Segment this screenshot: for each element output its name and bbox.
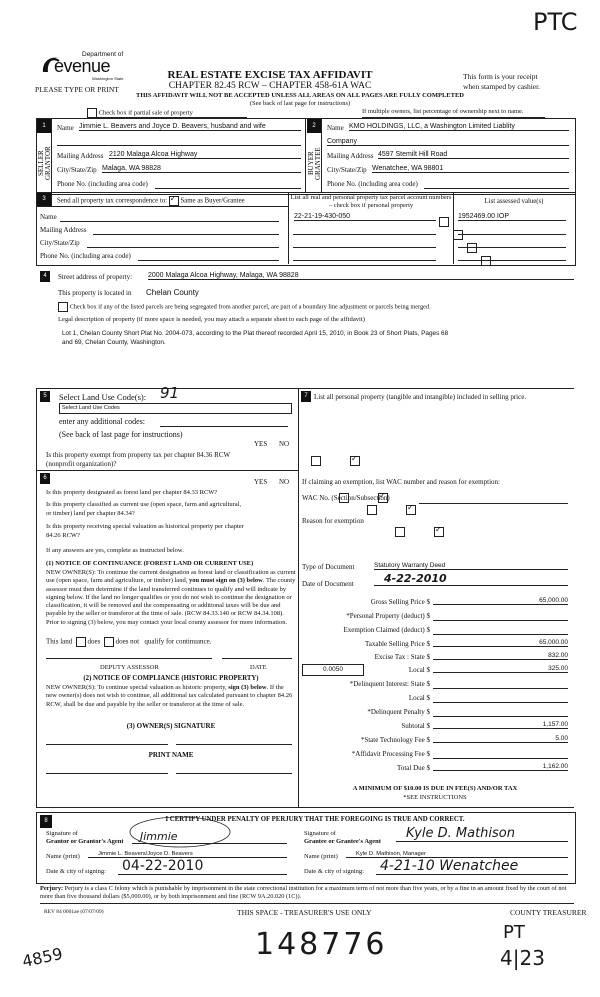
parcel-3-personal-checkbox[interactable] (467, 243, 477, 253)
subtotal-label: Subtotal $ (401, 722, 430, 730)
section-6-number: 6 (40, 473, 50, 484)
section-8-number: 8 (40, 815, 52, 828)
grantee-date-label: Date & city of signing: (304, 868, 364, 875)
subtotal[interactable]: 1,157.00 (433, 721, 568, 729)
corr-mailing-label: Mailing Address (40, 226, 87, 234)
doc-type-label: Type of Document (302, 563, 355, 571)
buyer-name-line2[interactable]: Company (327, 138, 569, 146)
does-not-checkbox[interactable] (104, 637, 114, 647)
processing-fee-label: *Affidavit Processing Fee $ (351, 750, 430, 758)
grantee-name[interactable]: Kyle D. Mathison, Manager (346, 851, 568, 858)
logo-dept: Department of (82, 51, 124, 58)
form-id: REV 84 0001ae (07/07/09) (44, 909, 104, 915)
delinquent-interest-local[interactable] (433, 693, 568, 703)
buyer-name-label: Name (327, 124, 344, 132)
grantor-name[interactable]: Jimmie L. Beavers/Joyce D. Beavers (88, 851, 287, 858)
handwritten-4859: 4859 (20, 943, 65, 972)
see-instructions: *SEE INSTRUCTIONS (403, 794, 467, 801)
legal-description-2[interactable]: and 69, Chelan County, Washington. (62, 339, 166, 346)
gross-price[interactable]: 65,000.00 (433, 597, 568, 605)
segregated-row: Check box if any of the listed parcels are being segregated from another parcel, are part of a boundary line adjustment or parcels being merged. (58, 302, 431, 312)
grantor-name-label: Name (print) (46, 853, 80, 860)
grantee-sig-label: Signature of Grantee or Grantee's Agent (304, 830, 381, 845)
seller-city-label: City/State/Zip (57, 166, 97, 174)
current-use-question: Is this property classified as current use (open space, farm and agricultural, or timber) land per chapter 84.34? (46, 501, 242, 517)
handwritten-148776: 148776 (255, 927, 388, 962)
same-as-buyer-checkbox[interactable] (169, 196, 179, 206)
local-rate-box[interactable]: 0.0050 (302, 664, 364, 676)
parcel-2-personal-checkbox[interactable] (453, 230, 463, 240)
warning-text: THIS AFFIDAVIT WILL NOT BE ACCEPTED UNLESS ALL AREAS ON ALL PAGES ARE FULLY COMPLETED (136, 92, 464, 99)
taxable-price[interactable]: 65,000.00 (433, 639, 568, 647)
section-7-number: 7 (301, 391, 311, 402)
street-label: Street address of property: (58, 273, 133, 281)
date-label: DATE (250, 664, 267, 671)
seller-mailing[interactable]: 2120 Malaga Alcoa Highway (109, 151, 301, 159)
forest-question: Is this property designated as forest land per chapter 84.33 RCW? (46, 489, 218, 496)
grantor-sig-label: Signature of Grantor or Grantor's Agent (46, 830, 124, 845)
multiple-owners-note: If multiple owners, list percentage of ownership next to name. (362, 108, 524, 115)
seller-name[interactable]: Jimmie L. Beavers and Joyce D. Beavers, husband and wife (79, 123, 301, 131)
wac-label: WAC No. (Section/Subsection) (302, 494, 390, 502)
delinquent-interest-state[interactable] (433, 679, 568, 689)
delinquent-penalty-label: *Delinquent Penalty $ (367, 708, 430, 716)
buyer-phone-label: Phone No. (including area code) (327, 180, 418, 188)
personal-property-label: List all personal property (tangible and intangible) included in selling price. (314, 393, 527, 401)
correspondence-label: Send all property tax correspondence to: ✓ Same as Buyer/Grantee (57, 196, 245, 206)
owner-signature-label: (3) OWNER(S) SIGNATURE (126, 722, 216, 730)
corr-phone-label: Phone No. (including area code) (40, 252, 131, 260)
legal-label: Legal description of property (if more space is needed, you may attach a separate sheet to each page of the affidavit) (58, 316, 365, 323)
located-label: This property is located in (58, 289, 132, 297)
total-due-label: Total Due $ (397, 764, 430, 772)
land-use-dropdown[interactable]: Select Land Use Codes (59, 403, 292, 414)
excise-state-label: Excise Tax : State $ (374, 653, 430, 661)
minimum-note: A MINIMUM OF $10.00 IS DUE IN FEE(S) AND/OR TAX (352, 785, 518, 792)
deputy-assessor-label: DEPUTY ASSESSOR (100, 664, 159, 671)
buyer-city[interactable]: Wenatchee, WA 98801 (372, 165, 569, 173)
doc-date[interactable]: 4-22-2010 (374, 572, 568, 586)
section-1-number: 1 (37, 119, 51, 133)
notice2-title: (2) NOTICE OF COMPLIANCE (HISTORIC PROPERTY) (83, 675, 259, 682)
logo-name: evenue (54, 56, 111, 76)
treasurer-space: THIS SPACE - TREASURER'S USE ONLY (237, 908, 372, 917)
revenue-logo (40, 50, 125, 84)
legal-description-1[interactable]: Lot 1, Chelan County Short Plat No. 2004-073, according to the Plat thereof recorded April 15, 2010, in Book 23 of Short Plats, Pages 68 (62, 330, 449, 337)
delinquent-interest-local-label: Local $ (408, 694, 430, 702)
section-2-number: 2 (307, 119, 321, 133)
assessed-header: List assessed value(s) (484, 198, 544, 205)
logo-state: Washington State (92, 76, 124, 81)
perjury-notice: Perjury: Perjury is a class C felony which is punishable by imprisonment in the state correctional institution for a maximum term of not more than five years, or by a fine in an amount fixed by the court of not more than five thousand dollars ($5,000.00), or by both imprisonment and fine (RCW 9A.20.020 (1C)). (40, 885, 567, 901)
seller-mailing-label: Mailing Address (57, 152, 104, 160)
grantee-signature[interactable]: Kyle D. Mathison (396, 826, 568, 842)
notice1-text: NEW OWNER(S): To continue the current designation as forest land or classification as current use (open space, farm and agriculture, or timber) land, you must sign on (3) below. The county assessor must then determine if the land transferred continues to qualify and will indicate by signing below. If the land no longer qualifies or you do not wish to continue the designation or classification, it will be removed and the compensating or additional taxes will be due and payable by the seller or transferor at the time of sale. (RCW 84.33.140 or RCW 84.34.108). Prior to signing (3) below, you may contact your local county assessor for more information. (46, 569, 296, 626)
grantor-date-label: Date & city of signing: (46, 868, 106, 875)
grantee-name-label: Name (print) (304, 853, 338, 860)
certify-statement: I CERTIFY UNDER PENALTY OF PERJURY THAT THE FOREGOING IS TRUE AND CORRECT. (165, 816, 465, 823)
corr-name-label: Name (40, 213, 57, 221)
seller-side-label: SELLER GRANTOR (37, 146, 52, 181)
handwritten-ptc: PTC (533, 8, 578, 36)
exemption-label: If claiming an exemption, list WAC number and reason for exemption: (302, 478, 500, 486)
continuance-row: This land does does not qualify for continuance. (46, 637, 212, 646)
taxable-price-label: Taxable Selling Price $ (364, 640, 430, 648)
instructions-note: (See back of last page for instructions) (249, 100, 351, 107)
tech-fee-label: *State Technology Fee $ (360, 736, 430, 744)
section-3-number: 3 (37, 193, 51, 206)
land-use-label: Select Land Use Code(s): (59, 392, 147, 402)
excise-state[interactable]: 832.00 (433, 652, 568, 660)
does-checkbox[interactable] (76, 637, 86, 647)
buyer-mailing-label: Mailing Address (327, 152, 374, 160)
additional-codes-label: enter any additional codes: (59, 417, 145, 426)
form-subtitle: CHAPTER 82.45 RCW – CHAPTER 458-61A WAC (168, 81, 372, 91)
handwritten-pt: PT (503, 922, 525, 943)
segregated-checkbox[interactable] (58, 302, 68, 312)
yes-header-5: YES (254, 440, 268, 448)
exempt-question: Is this property exempt from property tax per chapter 84.36 RCW (nonprofit organization)? (46, 451, 230, 468)
partial-sale-label: Check box if partial sale of property (98, 109, 193, 117)
section-4-number: 4 (40, 271, 50, 282)
historic-no-checkbox[interactable] (434, 527, 444, 537)
exempt-no-checkbox[interactable] (350, 456, 360, 466)
street-address[interactable]: 2000 Malaga Alcoa Highway, Malaga, WA 98828 (148, 272, 574, 280)
exemption-claimed[interactable] (433, 625, 568, 635)
current-use-yes-checkbox[interactable] (367, 505, 377, 515)
buyer-side-label: BUYER GRANTEE (307, 147, 322, 180)
notice1-title: (1) NOTICE OF CONTINUANCE (FOREST LAND OR CURRENT USE) (46, 560, 254, 567)
corr-city-label: City/State/Zip (40, 239, 80, 247)
assessed-row-1[interactable]: 1952469.00 IOP (458, 213, 566, 221)
parcel-4-personal-checkbox[interactable] (481, 256, 491, 266)
print-name-label: PRINT NAME (148, 751, 194, 759)
county[interactable]: Chelan County (146, 288, 199, 297)
parcel-1-personal-checkbox[interactable] (439, 217, 449, 227)
county-treasurer: COUNTY TREASURER (510, 908, 587, 917)
receipt-note-1: This form is your receipt (463, 72, 538, 81)
gross-price-label: Gross Selling Price $ (370, 598, 430, 606)
parcels-header: List all real and personal property tax parcel account numbers – check box if personal property (290, 194, 452, 209)
delinquent-interest-state-label: *Delinquent Interest: State $ (349, 680, 430, 688)
land-use-code[interactable]: 91 (160, 384, 180, 402)
historic-yes-checkbox[interactable] (395, 527, 405, 537)
yes-header-6: YES (254, 478, 268, 486)
total-due[interactable]: 1,162.00 (433, 763, 568, 771)
no-header-5: NO (279, 440, 290, 448)
form-title: REAL ESTATE EXCISE TAX AFFIDAVIT (167, 69, 373, 81)
doc-type[interactable]: Statutory Warranty Deed (374, 562, 568, 570)
parcel-row-1[interactable]: 22-21-19-430-050 (294, 213, 436, 221)
receipt-note-2: when stamped by cashier. (463, 82, 541, 91)
grantor-signature[interactable]: Jimmie (132, 830, 287, 844)
buyer-mailing[interactable]: 4597 Stemilt Hill Road (378, 151, 569, 159)
notice2-text: NEW OWNER(S): To continue special valuation as historic property, sign (3) below. If the new owner(s) does not wish to continue, all additional tax calculated pursuant to chapter 84.26 RCW, shall be due and payable by the seller or transferor at the time of sale. (46, 684, 293, 708)
excise-local[interactable]: 325.00 (433, 665, 568, 673)
grantor-date[interactable]: 04-22-2010 (118, 858, 287, 875)
seller-name-label: Name (57, 124, 74, 132)
personal-property-deduct-label: *Personal Property (deduct) $ (346, 612, 430, 620)
buyer-name-line1[interactable]: KMO HOLDINGS, LLC, a Washington Limited Liablity (349, 123, 569, 131)
excise-local-label: Local $ (408, 666, 430, 674)
historic-question: Is this property receiving special valuation as historical property per chapter 84.26 RCW? (46, 523, 244, 539)
grantee-date[interactable]: 4-21-10 Wenatchee (376, 858, 568, 875)
reason-label: Reason for exemption (302, 517, 364, 525)
exempt-yes-checkbox[interactable] (311, 456, 321, 466)
seller-phone-label: Phone No. (including area code) (57, 180, 148, 188)
tech-fee[interactable]: 5.00 (433, 735, 568, 743)
doc-date-label: Date of Document (302, 580, 354, 588)
see-back-note: (See back of last page for instructions) (59, 430, 183, 439)
if-yes-note: If any answers are yes, complete as instructed below. (46, 547, 184, 554)
no-header-6: NO (279, 478, 290, 486)
grantor-signature-scribble-icon (125, 810, 235, 850)
section-5-number: 5 (40, 391, 50, 402)
please-type: PLEASE TYPE OR PRINT (35, 85, 119, 94)
seller-city[interactable]: Malaga, WA 98828 (102, 165, 301, 173)
processing-fee[interactable] (433, 749, 568, 759)
delinquent-penalty[interactable] (433, 707, 568, 717)
handwritten-4-23: 4|23 (500, 946, 545, 970)
exemption-claimed-label: Exemption Claimed (deduct) $ (343, 626, 430, 634)
buyer-city-label: City/State/Zip (327, 166, 367, 174)
personal-property-deduct[interactable] (433, 611, 568, 621)
current-use-no-checkbox[interactable] (406, 505, 416, 515)
